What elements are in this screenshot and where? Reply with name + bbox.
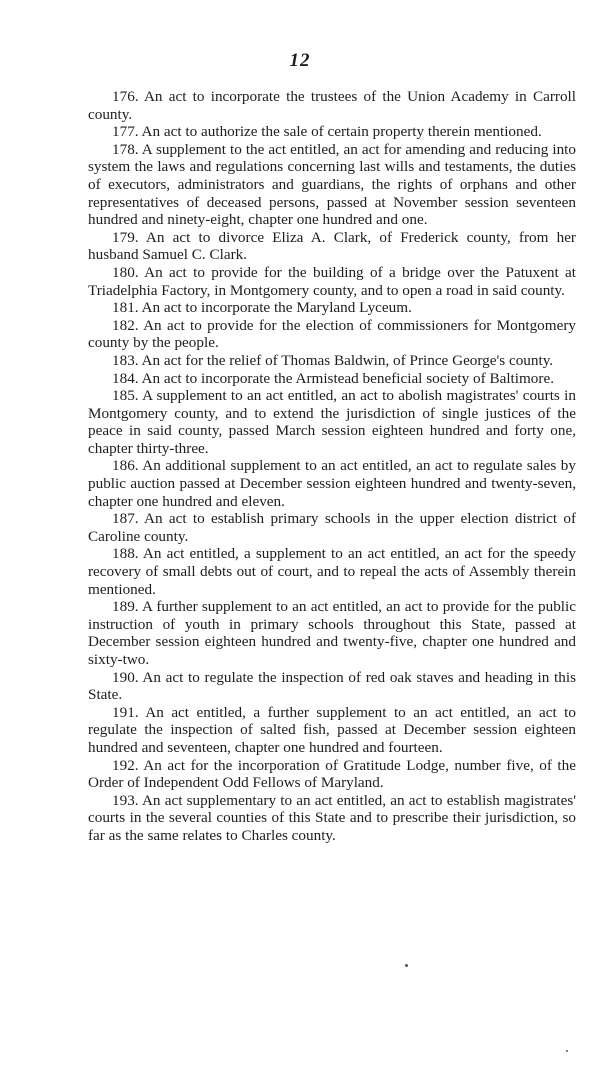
act-title: An act to divorce Eliza A. Clark, of Frederick county, from her husband Samuel C. Clark.	[88, 228, 576, 264]
act-number: 183.	[112, 351, 139, 369]
act-number: 187.	[112, 510, 139, 528]
list-item	[88, 229, 576, 264]
act-title: An act entitled, a supplement to an act entitled, an act for the speedy recovery of small debts out of court, and to repeal the acts of Assembly therein mentioned.	[88, 545, 576, 598]
act-number: 186.	[112, 457, 139, 475]
act-number: 190.	[112, 668, 139, 686]
list-item	[88, 141, 576, 229]
act-number: 188.	[112, 545, 139, 563]
ink-speck	[566, 1050, 568, 1052]
act-number: 179.	[112, 228, 139, 246]
acts-list	[88, 88, 576, 845]
act-number: 180.	[112, 263, 139, 281]
list-item	[88, 370, 576, 388]
act-number: 192.	[112, 756, 139, 774]
list-item	[88, 264, 576, 299]
act-number: 176.	[112, 88, 139, 105]
list-item	[88, 704, 576, 757]
act-title: An act entitled, a further supplement to an act entitled, an act to regulate the inspection of salted fish, passed at December session eighteen hundred and seventeen, chapter one hundred and fourteen.	[88, 703, 576, 756]
act-title: An act supplementary to an act entitled, an act to establish magistrates' courts in the several counties of this State and to prescribe their jurisdiction, so far as the same relates to Charles county.	[88, 791, 576, 844]
act-number: 181.	[112, 299, 139, 317]
act-number: 182.	[112, 316, 139, 334]
list-item	[88, 387, 576, 457]
list-item	[88, 123, 576, 141]
list-item	[88, 545, 576, 598]
act-title: An act for the relief of Thomas Baldwin, of Prince George's county.	[141, 351, 554, 369]
act-title: An act to incorporate the Maryland Lyceum.	[141, 299, 412, 317]
list-item	[88, 510, 576, 545]
act-title: A supplement to an act entitled, an act to abolish magistrates' courts in Montgomery county, and to extend the jurisdiction of single justices of the peace in said county, passed March session eighteen hundred and forty one, chapter thirty-three.	[88, 387, 576, 457]
act-title: An act to provide for the building of a bridge over the Patuxent at Triadelphia Factory, in Montgomery county, and to open a road in said county.	[88, 263, 576, 299]
act-title: An act for the incorporation of Gratitude Lodge, number five, of the Order of Independent Odd Fellows of Maryland.	[88, 756, 576, 792]
list-item	[88, 457, 576, 510]
act-number: 178.	[112, 140, 139, 158]
act-number: 185.	[112, 387, 139, 405]
act-title: An act to establish primary schools in the upper election district of Caroline county.	[88, 510, 576, 545]
list-item	[88, 757, 576, 792]
act-title: An act to regulate the inspection of red oak staves and heading in this State.	[88, 668, 576, 704]
list-item	[88, 299, 576, 317]
act-title: An additional supplement to an act entitled, an act to regulate sales by public auction passed at December session eighteen hundred and twenty-seven, chapter one hundred and eleven.	[88, 457, 576, 510]
list-item	[88, 669, 576, 704]
list-item	[88, 317, 576, 352]
act-title: A supplement to the act entitled, an act for amending and reducing into system the laws and regulations concerning last wills and testaments, the duties of executors, administrators and guardians, the rights of orphans and other representatives of deceased persons, passed at November session seventeen hundred and ninety-eight, chapter one hundred and one.	[88, 140, 576, 229]
list-item	[88, 88, 576, 123]
act-title: An act to provide for the election of commissioners for Montgomery county by the people.	[88, 316, 576, 352]
list-item	[88, 598, 576, 668]
act-number: 177.	[112, 123, 139, 141]
ink-speck	[405, 964, 408, 967]
act-title: An act to incorporate the trustees of the Union Academy in Carroll county.	[88, 88, 576, 123]
page-number: 12	[289, 50, 311, 71]
act-title: An act to incorporate the Armistead beneficial society of Baltimore.	[141, 369, 554, 387]
act-number: 193.	[112, 791, 139, 809]
act-number: 189.	[112, 598, 139, 616]
act-title: An act to authorize the sale of certain property therein mentioned.	[141, 123, 542, 141]
act-number: 184.	[112, 369, 139, 387]
act-title: A further supplement to an act entitled, an act to provide for the public instruction of youth in primary schools throughout this State, passed at December session eighteen hundred and twenty-five, chapter one hundred and sixty-two.	[88, 598, 576, 668]
list-item	[88, 352, 576, 370]
act-number: 191.	[112, 703, 139, 721]
list-item	[88, 792, 576, 845]
